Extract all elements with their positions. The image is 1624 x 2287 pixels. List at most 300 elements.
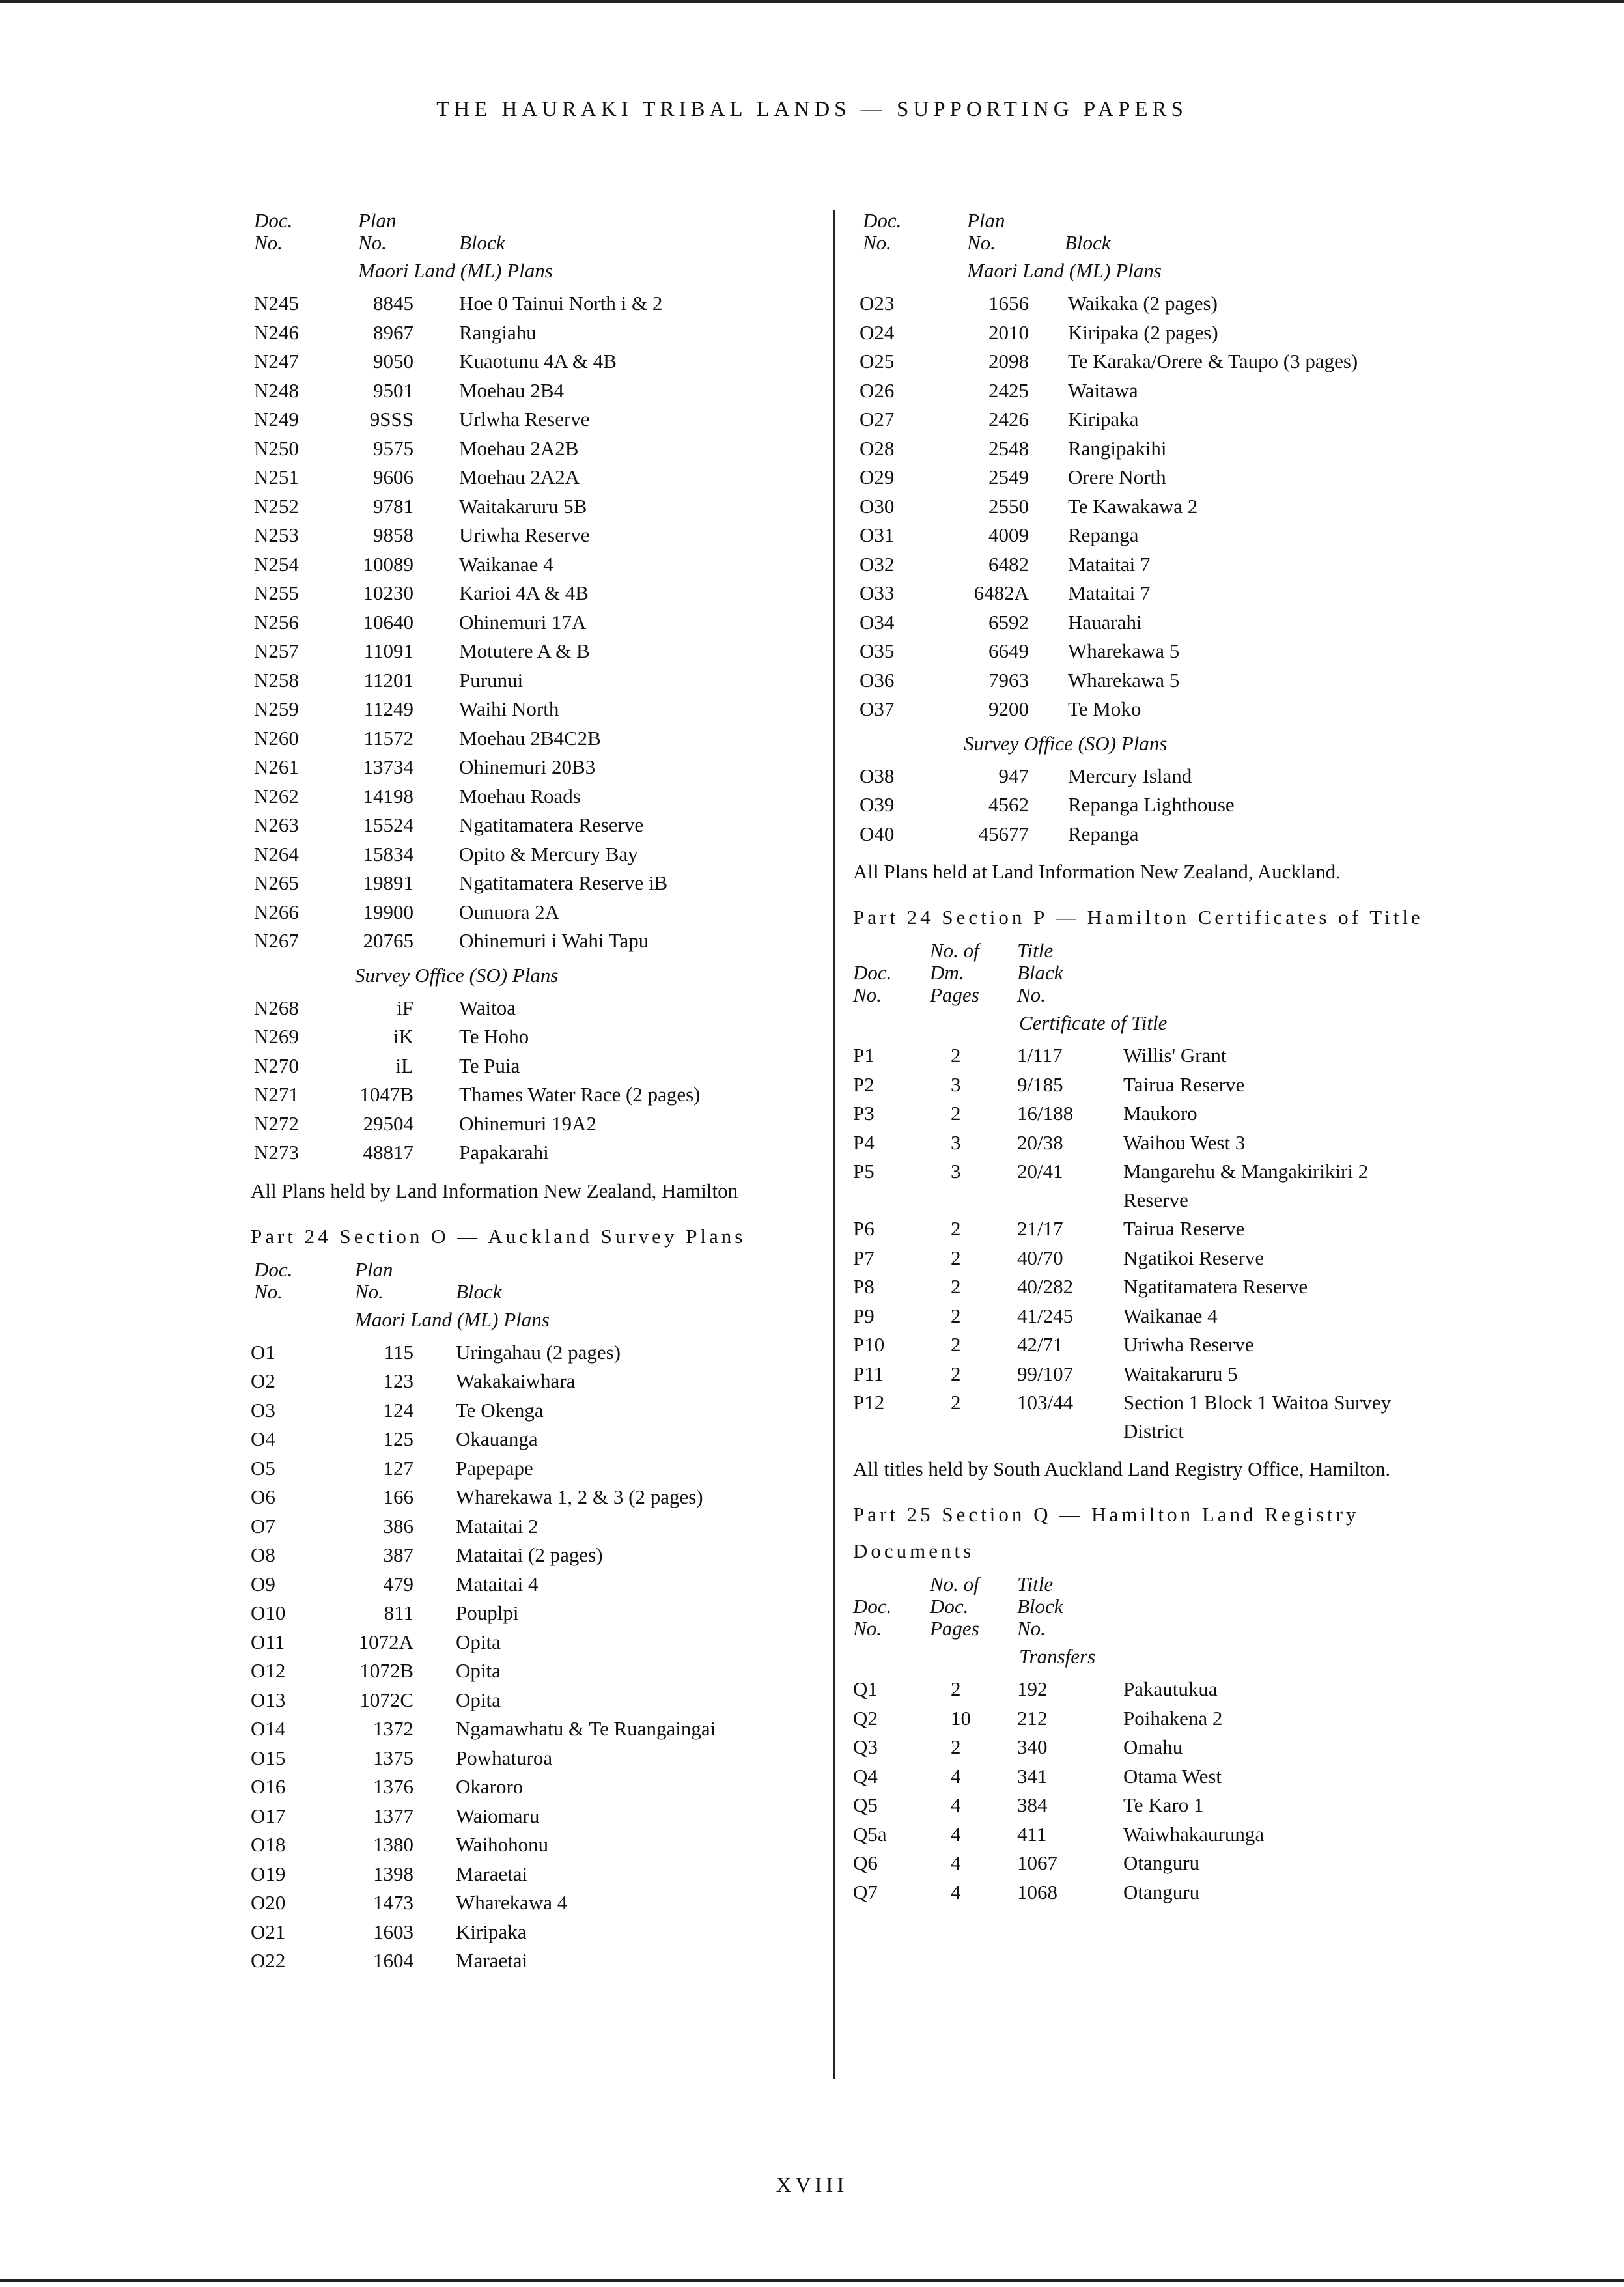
block-name: Moehau 2A2B (459, 436, 579, 460)
o-ml-list (251, 1338, 817, 1976)
block-header: Block (1065, 231, 1111, 254)
list-item (251, 1831, 817, 1860)
doc-number: N267 (254, 929, 299, 952)
subhead-ml: Maori Land (ML) Plans (358, 259, 553, 282)
doc-number: O21 (251, 1920, 286, 1943)
list-item (251, 376, 817, 406)
doc-number: P9 (853, 1304, 875, 1327)
doc-number: Q6 (853, 1851, 878, 1874)
pages-header-3: Pages (930, 983, 979, 1006)
doc-number: N263 (254, 813, 299, 836)
list-item (251, 1138, 817, 1168)
title-name: Omahu (1123, 1735, 1183, 1758)
plan-number: 14198 (363, 784, 413, 807)
block-name: Purunui (459, 668, 524, 692)
block-name: Uriwha Reserve (459, 524, 590, 546)
block-name: Thames Water Race (2 pages) (459, 1083, 701, 1106)
block-name: Wakakaiwhara (456, 1369, 576, 1392)
list-item (251, 1744, 817, 1773)
block-name: Moehau 2A2A (459, 466, 580, 488)
page-count: 2 (951, 1102, 961, 1125)
doc-header-2: No. (254, 231, 283, 254)
page-count: 3 (951, 1073, 961, 1096)
list-item (251, 1022, 817, 1052)
plan-number: 1376 (373, 1775, 413, 1798)
doc-number: O38 (860, 764, 895, 787)
doc-number: O6 (251, 1485, 275, 1508)
block-name: Te Moko (1068, 697, 1141, 720)
plan-number: 2425 (988, 378, 1029, 402)
doc-number: N259 (254, 697, 299, 720)
doc-number: O3 (251, 1398, 275, 1422)
list-item (853, 1849, 1439, 1878)
doc-number: O40 (860, 822, 895, 845)
page-count: 10 (951, 1706, 971, 1730)
note-hamilton: All Plans held by Land Information New Zealand, Hamilton (251, 1179, 738, 1202)
list-item (853, 376, 1439, 406)
plan-number: 4562 (988, 793, 1029, 816)
list-item (251, 1110, 817, 1139)
list-item (853, 762, 1439, 791)
doc-number: O23 (860, 292, 895, 315)
block-header: Block (459, 231, 505, 254)
doc-header-2: No. (254, 1280, 283, 1303)
block-name: Ohinemuri i Wahi Tapu (459, 929, 649, 952)
page-count: 2 (951, 1246, 961, 1269)
doc-number: N249 (254, 408, 299, 430)
doc-header-2: No. (863, 231, 891, 254)
doc-number: P6 (853, 1217, 875, 1240)
title-header: Title (1017, 939, 1054, 962)
list-item (853, 637, 1439, 666)
block-name: Ngamawhatu & Te Ruangaingai (456, 1717, 716, 1740)
block-name: Repanga (1068, 524, 1139, 546)
list-item (853, 1330, 1439, 1360)
list-item (251, 1715, 817, 1744)
list-item (251, 318, 817, 348)
title-number: 99/107 (1017, 1362, 1074, 1385)
block-name: Waitoa (459, 996, 516, 1019)
doc-header: Doc. (254, 1257, 293, 1281)
doc-header: Doc. (853, 1595, 892, 1618)
plan-number: 29504 (363, 1112, 413, 1135)
doc-number: O29 (860, 466, 895, 488)
plan-number: 10230 (363, 582, 413, 604)
list-item (853, 1214, 1439, 1244)
plan-header-2: No. (358, 231, 387, 254)
title-name: Pakautukua (1123, 1677, 1218, 1700)
block-name: Mataitai 7 (1068, 582, 1151, 604)
bottom-rule (0, 2279, 1624, 2282)
list-item (251, 463, 817, 492)
doc-number: N260 (254, 726, 299, 750)
title-number: 1/117 (1017, 1044, 1063, 1067)
list-item (853, 1675, 1439, 1704)
plan-number: 1072A (358, 1630, 413, 1653)
page-count: 3 (951, 1160, 961, 1183)
list-item (251, 695, 817, 724)
doc-header: Doc. (254, 209, 293, 232)
block-name: Te Puia (459, 1054, 520, 1077)
list-item (251, 1338, 817, 1368)
block-name: Waitawa (1068, 378, 1138, 402)
block-name: Mataitai 7 (1068, 552, 1151, 576)
block-name: Okaroro (456, 1775, 524, 1798)
page-count: 2 (951, 1217, 961, 1240)
block-name: Kiripaka (456, 1920, 527, 1943)
subhead-cert: Certificate of Title (1019, 1011, 1168, 1034)
plan-number: 8967 (373, 320, 413, 344)
doc-number: Q1 (853, 1677, 878, 1700)
doc-number: Q3 (853, 1735, 878, 1758)
list-item (853, 550, 1439, 580)
doc-number: O5 (251, 1456, 275, 1480)
block-name: Okauanga (456, 1427, 538, 1450)
doc-header-2: No. (853, 983, 882, 1006)
doc-number: N273 (254, 1141, 299, 1164)
block-name: Te Hoho (459, 1025, 529, 1048)
list-item (251, 1367, 817, 1396)
p-list (853, 1041, 1439, 1446)
title-name: Section 1 Block 1 Waitoa Survey District (1123, 1391, 1392, 1442)
plan-number: 2548 (988, 436, 1029, 460)
title-name: Waikanae 4 (1123, 1304, 1218, 1327)
pages-header-3: Pages (930, 1617, 979, 1640)
block-name: Rangiahu (459, 320, 537, 344)
doc-number: N265 (254, 871, 299, 894)
doc-number: O9 (251, 1572, 275, 1595)
list-item (251, 1657, 817, 1686)
doc-number: N251 (254, 466, 299, 488)
list-item (251, 1628, 817, 1657)
doc-number: O37 (860, 697, 895, 720)
doc-number: N247 (254, 350, 299, 372)
list-item (251, 1888, 817, 1918)
doc-number: O12 (251, 1659, 286, 1682)
block-name: Ohinemuri 17A (459, 610, 587, 634)
block-name: Moehau 2B4 (459, 378, 565, 402)
title-name: Ngatikoi Reserve (1123, 1246, 1265, 1269)
n-so-list (251, 994, 817, 1168)
title-number: 20/38 (1017, 1130, 1063, 1154)
section-q-title: Part 25 Section Q — Hamilton Land Registry Documents (853, 1503, 1360, 1562)
doc-number: O17 (251, 1804, 286, 1827)
doc-number: N245 (254, 292, 299, 315)
plan-number: 2549 (988, 466, 1029, 488)
doc-number: N268 (254, 996, 299, 1019)
plan-number: 10089 (363, 552, 413, 576)
title-header: Title (1017, 1573, 1054, 1595)
plan-number: 1072B (359, 1659, 413, 1682)
list-item (251, 1396, 817, 1425)
title-name: Otama West (1123, 1764, 1222, 1788)
table-header-o (251, 1259, 817, 1306)
doc-number: P5 (853, 1160, 875, 1183)
pages-header-2: Doc. (930, 1595, 969, 1618)
block-name: Ohinemuri 20B3 (459, 755, 596, 778)
block-name: Ngatitamatera Reserve iB (459, 871, 668, 894)
list-item (853, 463, 1439, 492)
subhead-so: Survey Office (SO) Plans (355, 963, 559, 987)
doc-header-2: No. (853, 1617, 882, 1640)
doc-number: N261 (254, 755, 299, 778)
block-name: Opita (456, 1659, 501, 1682)
block-name: Kuaotunu 4A & 4B (459, 350, 617, 372)
running-head: THE HAURAKI TRIBAL LANDS — SUPPORTING PAPERS (436, 98, 1188, 121)
doc-number: O26 (860, 378, 895, 402)
doc-number: Q2 (853, 1706, 878, 1730)
note-auckland: All Plans held at Land Information New Zealand, Auckland. (853, 860, 1341, 883)
title-number: 384 (1017, 1793, 1048, 1816)
title-number: 21/17 (1017, 1217, 1063, 1240)
note-south-auckland: All titles held by South Auckland Land Registry Office, Hamilton. (853, 1457, 1391, 1480)
list-item (251, 1918, 817, 1947)
title-number: 9/185 (1017, 1073, 1063, 1096)
title-number: 20/41 (1017, 1160, 1063, 1183)
block-name: Te Karaka/Orere & Taupo (3 pages) (1068, 350, 1358, 372)
plan-number: 2010 (988, 320, 1029, 344)
doc-number: N270 (254, 1054, 299, 1077)
plan-number: 1656 (988, 292, 1029, 315)
title-name: Te Karo 1 (1123, 1793, 1204, 1816)
block-name: Motutere A & B (459, 639, 590, 662)
doc-number: Q4 (853, 1764, 878, 1788)
plan-number: 4009 (988, 524, 1029, 546)
plan-number: 15834 (363, 842, 413, 865)
list-item (251, 492, 817, 522)
plan-number: 9575 (373, 436, 413, 460)
plan-number: 9050 (373, 350, 413, 372)
title-name: Otanguru (1123, 1880, 1200, 1903)
title-name: Poihakena 2 (1123, 1706, 1223, 1730)
doc-number: O33 (860, 582, 895, 604)
title-name: Maukoro (1123, 1102, 1197, 1125)
plan-number: 11201 (363, 668, 413, 692)
plan-number: 387 (383, 1543, 413, 1566)
doc-number: O15 (251, 1746, 286, 1769)
doc-number: O7 (251, 1514, 275, 1537)
doc-number: N256 (254, 610, 299, 634)
title-number: 42/71 (1017, 1333, 1063, 1356)
page-count: 4 (951, 1822, 961, 1845)
plan-number: 6592 (988, 610, 1029, 634)
block-name: Hauarahi (1068, 610, 1142, 634)
list-item (853, 1129, 1439, 1158)
doc-number: Q5a (853, 1822, 887, 1845)
page-count: 4 (951, 1851, 961, 1874)
doc-number: O36 (860, 668, 895, 692)
block-name: Te Kawakawa 2 (1068, 494, 1198, 518)
doc-number: Q5 (853, 1793, 878, 1816)
plan-number: 124 (383, 1398, 413, 1422)
doc-number: N271 (254, 1083, 299, 1106)
list-item (853, 1071, 1439, 1100)
table-header-q (853, 1573, 1439, 1642)
block-name: Urlwha Reserve (459, 408, 590, 430)
plan-number: iL (395, 1054, 413, 1077)
list-item (853, 1099, 1439, 1129)
list-item (251, 840, 817, 869)
list-item (251, 434, 817, 464)
list-item (853, 521, 1439, 550)
list-item (251, 1599, 817, 1628)
plan-number: 9606 (373, 466, 413, 488)
plan-number: 125 (383, 1427, 413, 1450)
block-name: Uringahau (2 pages) (456, 1340, 621, 1364)
doc-number: N252 (254, 494, 299, 518)
plan-number: 1398 (373, 1862, 413, 1885)
list-item (251, 994, 817, 1023)
list-item (251, 782, 817, 811)
list-item (853, 318, 1439, 348)
block-name: Ounuora 2A (459, 900, 560, 923)
doc-number: N254 (254, 552, 299, 576)
doc-number: O30 (860, 494, 895, 518)
title-number: 40/282 (1017, 1275, 1074, 1298)
list-item (251, 1802, 817, 1831)
doc-number: Q7 (853, 1880, 878, 1903)
title-name: Waihou West 3 (1123, 1130, 1246, 1154)
plan-number: 1473 (373, 1891, 413, 1914)
block-name: Papepape (456, 1456, 533, 1480)
list-item (853, 347, 1439, 376)
plan-number: 811 (384, 1601, 413, 1624)
doc-number: O24 (860, 320, 895, 344)
list-item (251, 1860, 817, 1889)
doc-number: P11 (853, 1362, 884, 1385)
title-header-3: No. (1017, 1617, 1046, 1640)
block-name: Kiripaka (1068, 408, 1139, 430)
plan-header: Plan (358, 209, 397, 232)
list-item (853, 1244, 1439, 1273)
list-item (251, 1570, 817, 1599)
plan-number: 19900 (363, 900, 413, 923)
list-item (853, 1878, 1439, 1907)
title-number: 192 (1017, 1677, 1048, 1700)
list-item (853, 1302, 1439, 1331)
list-item (853, 1360, 1439, 1389)
plan-number: 1372 (373, 1717, 413, 1740)
doc-number: O27 (860, 408, 895, 430)
doc-number: N255 (254, 582, 299, 604)
doc-number: O25 (860, 350, 895, 372)
list-item (251, 869, 817, 898)
title-header-3: No. (1017, 983, 1046, 1006)
title-header-2: Block (1017, 1595, 1063, 1618)
top-rule (0, 0, 1624, 3)
plan-number: 9858 (373, 524, 413, 546)
list-item (251, 1425, 817, 1454)
title-number: 1067 (1017, 1851, 1057, 1874)
list-item (853, 1762, 1439, 1791)
list-item (251, 724, 817, 753)
block-name: Powhaturoa (456, 1746, 553, 1769)
subhead-ml: Maori Land (ML) Plans (967, 259, 1162, 282)
subhead-so: Survey Office (SO) Plans (964, 731, 1168, 755)
plan-number: 1603 (373, 1920, 413, 1943)
list-item (251, 550, 817, 580)
list-item (251, 347, 817, 376)
block-name: Waihi North (459, 697, 559, 720)
block-name: Papakarahi (459, 1141, 549, 1164)
list-item (251, 637, 817, 666)
block-name: Waitakaruru 5B (459, 494, 587, 518)
table-header-p (853, 940, 1439, 1009)
o-so-list (853, 762, 1439, 849)
block-name: Te Okenga (456, 1398, 544, 1422)
doc-number: O34 (860, 610, 895, 634)
doc-number: N253 (254, 524, 299, 546)
plan-header-2: No. (355, 1280, 384, 1303)
block-name: Mataitai (2 pages) (456, 1543, 603, 1566)
pages-header-2: Dm. (930, 961, 964, 984)
title-name: Waitakaruru 5 (1123, 1362, 1238, 1385)
o-ml-list-2 (853, 289, 1439, 724)
right-column (853, 210, 1439, 1907)
list-item (251, 579, 817, 608)
block-name: Waikaka (2 pages) (1068, 292, 1218, 315)
page-count: 3 (951, 1130, 961, 1154)
plan-number: 115 (384, 1340, 413, 1364)
title-name: Willis' Grant (1123, 1044, 1227, 1067)
doc-number: P4 (853, 1130, 875, 1154)
doc-number: N264 (254, 842, 299, 865)
doc-header: Doc. (863, 209, 902, 232)
page-count: 2 (951, 1044, 961, 1067)
title-header-2: Black (1017, 961, 1063, 984)
title-name: Tairua Reserve (1123, 1073, 1245, 1096)
block-name: Mataitai 4 (456, 1572, 539, 1595)
list-item (251, 1454, 817, 1483)
doc-number: O1 (251, 1340, 275, 1364)
title-number: 212 (1017, 1706, 1048, 1730)
page-count: 2 (951, 1735, 961, 1758)
block-name: Waiomaru (456, 1804, 540, 1827)
list-item (251, 1686, 817, 1715)
doc-number: O35 (860, 639, 895, 662)
block-name: Waikanae 4 (459, 552, 553, 576)
block-name: Waihohonu (456, 1833, 549, 1856)
list-item (853, 1157, 1439, 1214)
title-number: 103/44 (1017, 1391, 1074, 1414)
n-ml-list (251, 289, 817, 956)
plan-number: iF (397, 996, 413, 1019)
title-number: 341 (1017, 1764, 1048, 1788)
plan-number: 386 (383, 1514, 413, 1537)
block-name: Moehau Roads (459, 784, 581, 807)
list-item (853, 820, 1439, 849)
subhead-transfers: Transfers (1019, 1645, 1096, 1668)
title-name: Waiwhakaurunga (1123, 1822, 1265, 1845)
page-count: 4 (951, 1880, 961, 1903)
plan-number: 947 (998, 764, 1029, 787)
block-name: Karioi 4A & 4B (459, 582, 589, 604)
doc-number: O32 (860, 552, 895, 576)
doc-number: P3 (853, 1102, 875, 1125)
title-number: 340 (1017, 1735, 1048, 1758)
doc-number: O39 (860, 793, 895, 816)
block-name: Kiripaka (2 pages) (1068, 320, 1218, 344)
block-name: Mataitai 2 (456, 1514, 539, 1537)
plan-number: 123 (383, 1369, 413, 1392)
page-count: 2 (951, 1391, 961, 1414)
plan-number: 13734 (363, 755, 413, 778)
plan-number: 45677 (978, 822, 1029, 845)
doc-number: N257 (254, 639, 299, 662)
page-count: 2 (951, 1362, 961, 1385)
list-item (853, 666, 1439, 695)
doc-number: N246 (254, 320, 299, 344)
